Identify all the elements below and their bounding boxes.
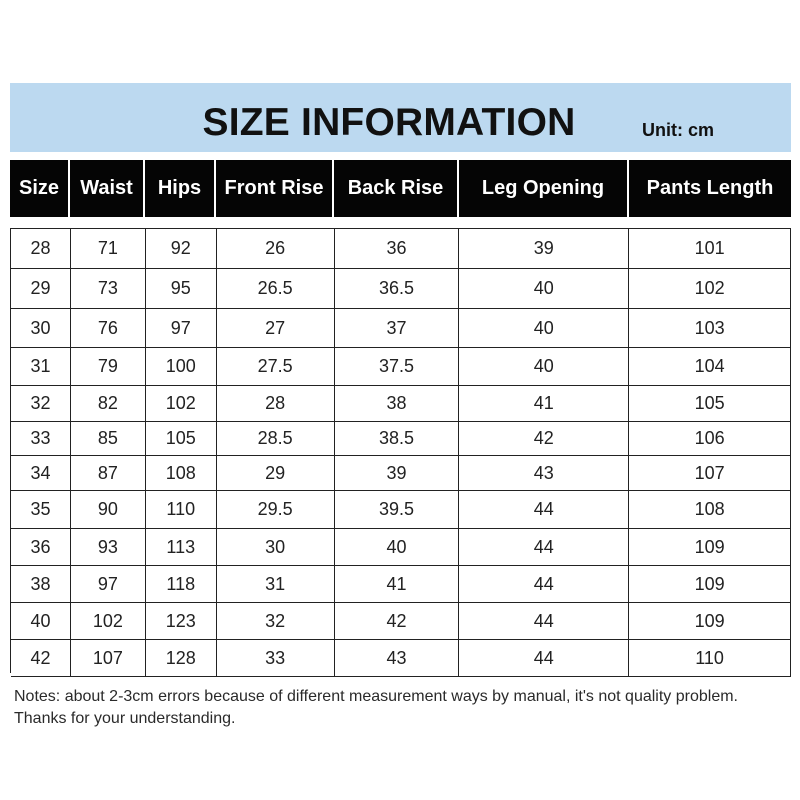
cell-back-rise: 39.5 [335, 491, 460, 528]
cell-leg-opening: 44 [459, 640, 629, 676]
cell-size: 42 [11, 640, 71, 676]
cell-pants-length: 109 [629, 566, 791, 602]
cell-size: 38 [11, 566, 71, 602]
unit-label: Unit: cm [642, 120, 714, 140]
cell-pants-length: 110 [629, 640, 791, 676]
cell-waist: 73 [71, 269, 146, 308]
cell-leg-opening: 40 [459, 309, 629, 347]
cell-size: 32 [11, 386, 71, 421]
cell-waist: 79 [71, 348, 146, 385]
table-row [11, 603, 791, 640]
cell-leg-opening: 44 [459, 603, 629, 639]
cell-back-rise: 38 [335, 386, 460, 421]
cell-hips: 95 [146, 269, 217, 308]
cell-size: 35 [11, 491, 71, 528]
cell-front-rise: 27 [217, 309, 335, 347]
cell-pants-length: 109 [629, 603, 791, 639]
cell-leg-opening: 44 [459, 529, 629, 565]
cell-front-rise: 29.5 [217, 491, 335, 528]
cell-size: 40 [11, 603, 71, 639]
cell-back-rise: 36.5 [335, 269, 460, 308]
cell-leg-opening: 40 [459, 269, 629, 308]
notes-text: Notes: about 2-3cm errors because of different measurement ways by manual, it's not quality problem. Thanks for your understanding. [14, 688, 738, 727]
cell-size: 34 [11, 456, 71, 490]
table-row [11, 566, 791, 603]
table-row [11, 529, 791, 566]
cell-back-rise: 37.5 [335, 348, 460, 385]
header-size: Size [10, 160, 70, 217]
table-row [11, 386, 791, 422]
cell-waist: 87 [71, 456, 146, 490]
cell-leg-opening: 43 [459, 456, 629, 490]
cell-waist: 97 [71, 566, 146, 602]
cell-size: 36 [11, 529, 71, 565]
cell-back-rise: 43 [335, 640, 460, 676]
cell-hips: 123 [146, 603, 217, 639]
cell-pants-length: 108 [629, 491, 791, 528]
cell-hips: 108 [146, 456, 217, 490]
header-pants-length: Pants Length [646, 177, 774, 199]
cell-hips: 128 [146, 640, 217, 676]
cell-back-rise: 40 [335, 529, 460, 565]
cell-pants-length: 106 [629, 422, 791, 455]
header-front-rise: Front Rise [216, 160, 334, 217]
cell-hips: 92 [146, 229, 217, 268]
cell-front-rise: 26 [217, 229, 335, 268]
cell-hips: 102 [146, 386, 217, 421]
cell-back-rise: 39 [335, 456, 460, 490]
cell-waist: 93 [71, 529, 146, 565]
cell-front-rise: 31 [217, 566, 335, 602]
cell-hips: 113 [146, 529, 217, 565]
table-row [11, 640, 791, 677]
page-title: SIZE INFORMATION [202, 101, 576, 144]
cell-leg-opening: 42 [459, 422, 629, 455]
cell-hips: 110 [146, 491, 217, 528]
title-banner [10, 83, 791, 152]
cell-leg-opening: 40 [459, 348, 629, 385]
cell-front-rise: 29 [217, 456, 335, 490]
cell-front-rise: 32 [217, 603, 335, 639]
cell-back-rise: 36 [335, 229, 460, 268]
header-waist: Waist [70, 160, 145, 217]
cell-back-rise: 41 [335, 566, 460, 602]
cell-pants-length: 101 [629, 229, 791, 268]
cell-pants-length: 102 [629, 269, 791, 308]
cell-size: 31 [11, 348, 71, 385]
cell-size: 28 [11, 229, 71, 268]
cell-pants-length: 104 [629, 348, 791, 385]
cell-leg-opening: 39 [459, 229, 629, 268]
cell-front-rise: 33 [217, 640, 335, 676]
cell-leg-opening: 44 [459, 566, 629, 602]
table-row [11, 309, 791, 348]
cell-front-rise: 26.5 [217, 269, 335, 308]
cell-leg-opening: 44 [459, 491, 629, 528]
header-hips: Hips [145, 160, 216, 217]
cell-size: 30 [11, 309, 71, 347]
cell-back-rise: 37 [335, 309, 460, 347]
cell-hips: 105 [146, 422, 217, 455]
cell-waist: 85 [71, 422, 146, 455]
cell-front-rise: 27.5 [217, 348, 335, 385]
cell-hips: 118 [146, 566, 217, 602]
cell-back-rise: 38.5 [335, 422, 460, 455]
cell-front-rise: 28.5 [217, 422, 335, 455]
table-row [11, 422, 791, 456]
table-row [11, 456, 791, 491]
cell-size: 29 [11, 269, 71, 308]
cell-hips: 100 [146, 348, 217, 385]
cell-pants-length: 107 [629, 456, 791, 490]
cell-leg-opening: 41 [459, 386, 629, 421]
cell-waist: 82 [71, 386, 146, 421]
cell-waist: 102 [71, 603, 146, 639]
table-row [11, 229, 791, 269]
header-back-rise: Back Rise [334, 160, 459, 217]
table-row [11, 348, 791, 386]
cell-pants-length: 103 [629, 309, 791, 347]
cell-back-rise: 42 [335, 603, 460, 639]
cell-front-rise: 28 [217, 386, 335, 421]
cell-front-rise: 30 [217, 529, 335, 565]
cell-pants-length: 109 [629, 529, 791, 565]
cell-waist: 76 [71, 309, 146, 347]
cell-waist: 71 [71, 229, 146, 268]
size-table [10, 228, 791, 673]
cell-hips: 97 [146, 309, 217, 347]
table-row [11, 491, 791, 529]
cell-size: 33 [11, 422, 71, 455]
cell-waist: 107 [71, 640, 146, 676]
cell-waist: 90 [71, 491, 146, 528]
cell-pants-length: 105 [629, 386, 791, 421]
table-header [10, 160, 791, 217]
table-row [11, 269, 791, 309]
header-leg-opening: Leg Opening [459, 160, 629, 217]
